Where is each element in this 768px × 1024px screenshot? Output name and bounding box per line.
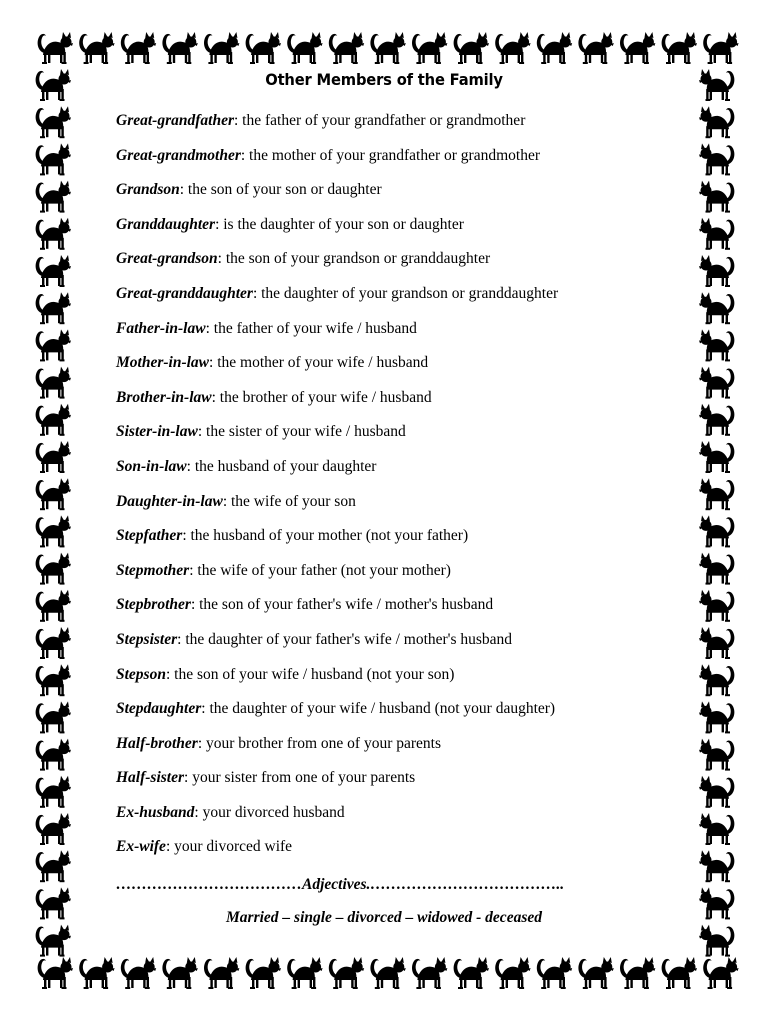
black-cat-icon	[370, 957, 405, 989]
definition-text: : the brother of your wife / husband	[211, 388, 432, 406]
black-cat-icon	[162, 32, 197, 64]
black-cat-icon	[36, 218, 71, 250]
black-cat-icon	[699, 850, 734, 882]
definition-text: : the son of your son or daughter	[179, 181, 382, 199]
definition-text: : the sister of your wife / husband	[197, 423, 406, 441]
definition-text: : the son of your father's wife / mother's husband	[190, 596, 494, 614]
black-cat-icon	[699, 627, 734, 659]
definition-text: : the mother of your wife / husband	[209, 354, 429, 372]
black-cat-icon	[699, 478, 734, 510]
definition-item	[116, 629, 676, 664]
black-cat-icon	[537, 32, 572, 64]
black-cat-icon	[36, 367, 71, 399]
definition-text: : your divorced wife	[165, 838, 293, 856]
black-cat-icon	[620, 32, 655, 64]
definition-item	[116, 664, 676, 699]
black-cat-icon	[703, 32, 738, 64]
definition-term: Sister-in-law	[116, 423, 198, 441]
black-cat-icon	[699, 590, 734, 622]
black-cat-icon	[699, 255, 734, 287]
definition-item	[116, 491, 676, 526]
adjectives-heading: ………………………………Adjectives.………………………………..	[116, 876, 565, 893]
black-cat-icon	[578, 32, 613, 64]
black-cat-icon	[662, 957, 697, 989]
black-cat-icon	[699, 776, 734, 808]
definition-text: : the husband of your mother (not your father)	[182, 527, 469, 545]
definition-term: Stepmother	[116, 561, 190, 579]
definition-text: : the mother of your grandfather or grandmother	[240, 146, 541, 164]
definition-term: Half-brother	[116, 734, 198, 752]
black-cat-icon	[699, 813, 734, 845]
definition-term: Daughter-in-law	[116, 492, 223, 510]
definition-item	[116, 802, 676, 837]
definition-term: Father-in-law	[116, 319, 206, 337]
definition-term: Great-grandfather	[116, 112, 234, 129]
definition-text: : the daughter of your father's wife / mother's husband	[177, 630, 513, 648]
definition-text: : is the daughter of your son or daughter	[215, 215, 464, 233]
definition-text: : the son of your wife / husband (not your son)	[165, 665, 455, 683]
black-cat-icon	[121, 32, 156, 64]
definition-term: Great-grandmother	[116, 146, 241, 164]
black-cat-icon	[699, 515, 734, 547]
black-cat-icon	[121, 957, 156, 989]
black-cat-icon	[36, 813, 71, 845]
definition-term: Great-granddaughter	[116, 284, 253, 302]
black-cat-icon	[412, 957, 447, 989]
definition-item	[116, 456, 676, 491]
definition-text: : the husband of your daughter	[186, 457, 377, 475]
black-cat-icon	[495, 957, 530, 989]
black-cat-icon	[370, 32, 405, 64]
black-cat-icon	[38, 32, 73, 64]
definition-text: : the wife of your father (not your mother)	[189, 561, 451, 579]
black-cat-icon	[699, 292, 734, 324]
black-cat-icon	[36, 553, 71, 585]
black-cat-icon	[36, 664, 71, 696]
definition-item	[116, 767, 676, 802]
definition-item	[116, 836, 676, 871]
black-cat-icon	[699, 441, 734, 473]
definition-term: Stepbrother	[116, 596, 191, 614]
black-cat-icon	[699, 404, 734, 436]
black-cat-icon	[699, 925, 734, 957]
black-cat-icon	[246, 32, 281, 64]
black-cat-icon	[699, 553, 734, 585]
definition-term: Granddaughter	[116, 215, 216, 233]
definition-item	[116, 145, 676, 180]
definition-item	[116, 387, 676, 422]
definition-text: : the wife of your son	[222, 492, 356, 510]
black-cat-icon	[495, 32, 530, 64]
definition-text: : your sister from one of your parents	[184, 769, 416, 787]
definition-item	[116, 248, 676, 283]
black-cat-icon	[412, 32, 447, 64]
black-cat-icon	[36, 590, 71, 622]
black-cat-icon	[578, 957, 613, 989]
black-cat-icon	[287, 957, 322, 989]
page-title: Other Members of the Family	[265, 70, 503, 89]
black-cat-icon	[38, 957, 73, 989]
black-cat-icon	[329, 957, 364, 989]
definition-item	[116, 560, 676, 595]
black-cat-icon	[79, 957, 114, 989]
definition-text: : the father of your grandfather or grandmother	[233, 112, 526, 129]
black-cat-icon	[699, 739, 734, 771]
definition-term: Ex-wife	[116, 838, 166, 856]
black-cat-icon	[36, 701, 71, 733]
black-cat-icon	[36, 776, 71, 808]
definition-term: Brother-in-law	[116, 388, 212, 406]
definition-item	[116, 110, 676, 145]
black-cat-icon	[36, 739, 71, 771]
definition-text: : your divorced husband	[194, 803, 345, 821]
definition-list	[116, 110, 676, 871]
definition-text: : the daughter of your wife / husband (not your daughter)	[201, 700, 556, 718]
definition-term: Stepson	[116, 665, 166, 683]
definition-text: : the daughter of your grandson or granddaughter	[252, 284, 559, 302]
black-cat-icon	[204, 957, 239, 989]
black-cat-icon	[36, 850, 71, 882]
definition-item	[116, 421, 676, 456]
black-cat-icon	[36, 292, 71, 324]
black-cat-icon	[36, 441, 71, 473]
black-cat-icon	[662, 32, 697, 64]
black-cat-icon	[162, 957, 197, 989]
definition-term: Stepfather	[116, 527, 183, 545]
black-cat-icon	[620, 957, 655, 989]
definition-term: Stepsister	[116, 630, 178, 648]
definition-item	[116, 283, 676, 318]
black-cat-icon	[36, 329, 71, 361]
black-cat-icon	[36, 925, 71, 957]
definition-term: Stepdaughter	[116, 700, 202, 718]
black-cat-icon	[36, 143, 71, 175]
black-cat-icon	[36, 181, 71, 213]
definition-term: Ex-husband	[116, 803, 195, 821]
definition-text: : the son of your grandson or granddaughter	[217, 250, 491, 268]
black-cat-icon	[36, 627, 71, 659]
black-cat-icon	[36, 515, 71, 547]
black-cat-icon	[454, 32, 489, 64]
definition-text: : the father of your wife / husband	[205, 319, 417, 337]
black-cat-icon	[79, 32, 114, 64]
black-cat-icon	[699, 329, 734, 361]
black-cat-icon	[699, 181, 734, 213]
definition-item	[116, 179, 676, 214]
black-cat-icon	[699, 664, 734, 696]
black-cat-icon	[699, 701, 734, 733]
definition-term: Grandson	[116, 181, 180, 199]
definition-item	[116, 318, 676, 353]
definition-item	[116, 594, 676, 629]
black-cat-icon	[36, 478, 71, 510]
definition-term: Mother-in-law	[116, 354, 210, 372]
definition-item	[116, 525, 676, 560]
black-cat-icon	[246, 957, 281, 989]
black-cat-icon	[36, 106, 71, 138]
adjectives-list: Married – single – divorced – widowed - deceased	[226, 909, 542, 926]
black-cat-icon	[537, 957, 572, 989]
black-cat-icon	[287, 32, 322, 64]
black-cat-icon	[36, 404, 71, 436]
black-cat-icon	[699, 218, 734, 250]
definition-text: : your brother from one of your parents	[197, 734, 442, 752]
definition-term: Half-sister	[116, 769, 185, 787]
black-cat-icon	[204, 32, 239, 64]
black-cat-icon	[699, 106, 734, 138]
black-cat-icon	[699, 367, 734, 399]
black-cat-icon	[703, 957, 738, 989]
definition-item	[116, 698, 676, 733]
definition-term: Son-in-law	[116, 457, 187, 475]
definition-term: Great-grandson	[116, 250, 218, 268]
black-cat-icon	[454, 957, 489, 989]
black-cat-icon	[699, 143, 734, 175]
definition-item	[116, 733, 676, 768]
black-cat-icon	[36, 255, 71, 287]
definition-item	[116, 214, 676, 249]
black-cat-icon	[329, 32, 364, 64]
definition-item	[116, 352, 676, 387]
